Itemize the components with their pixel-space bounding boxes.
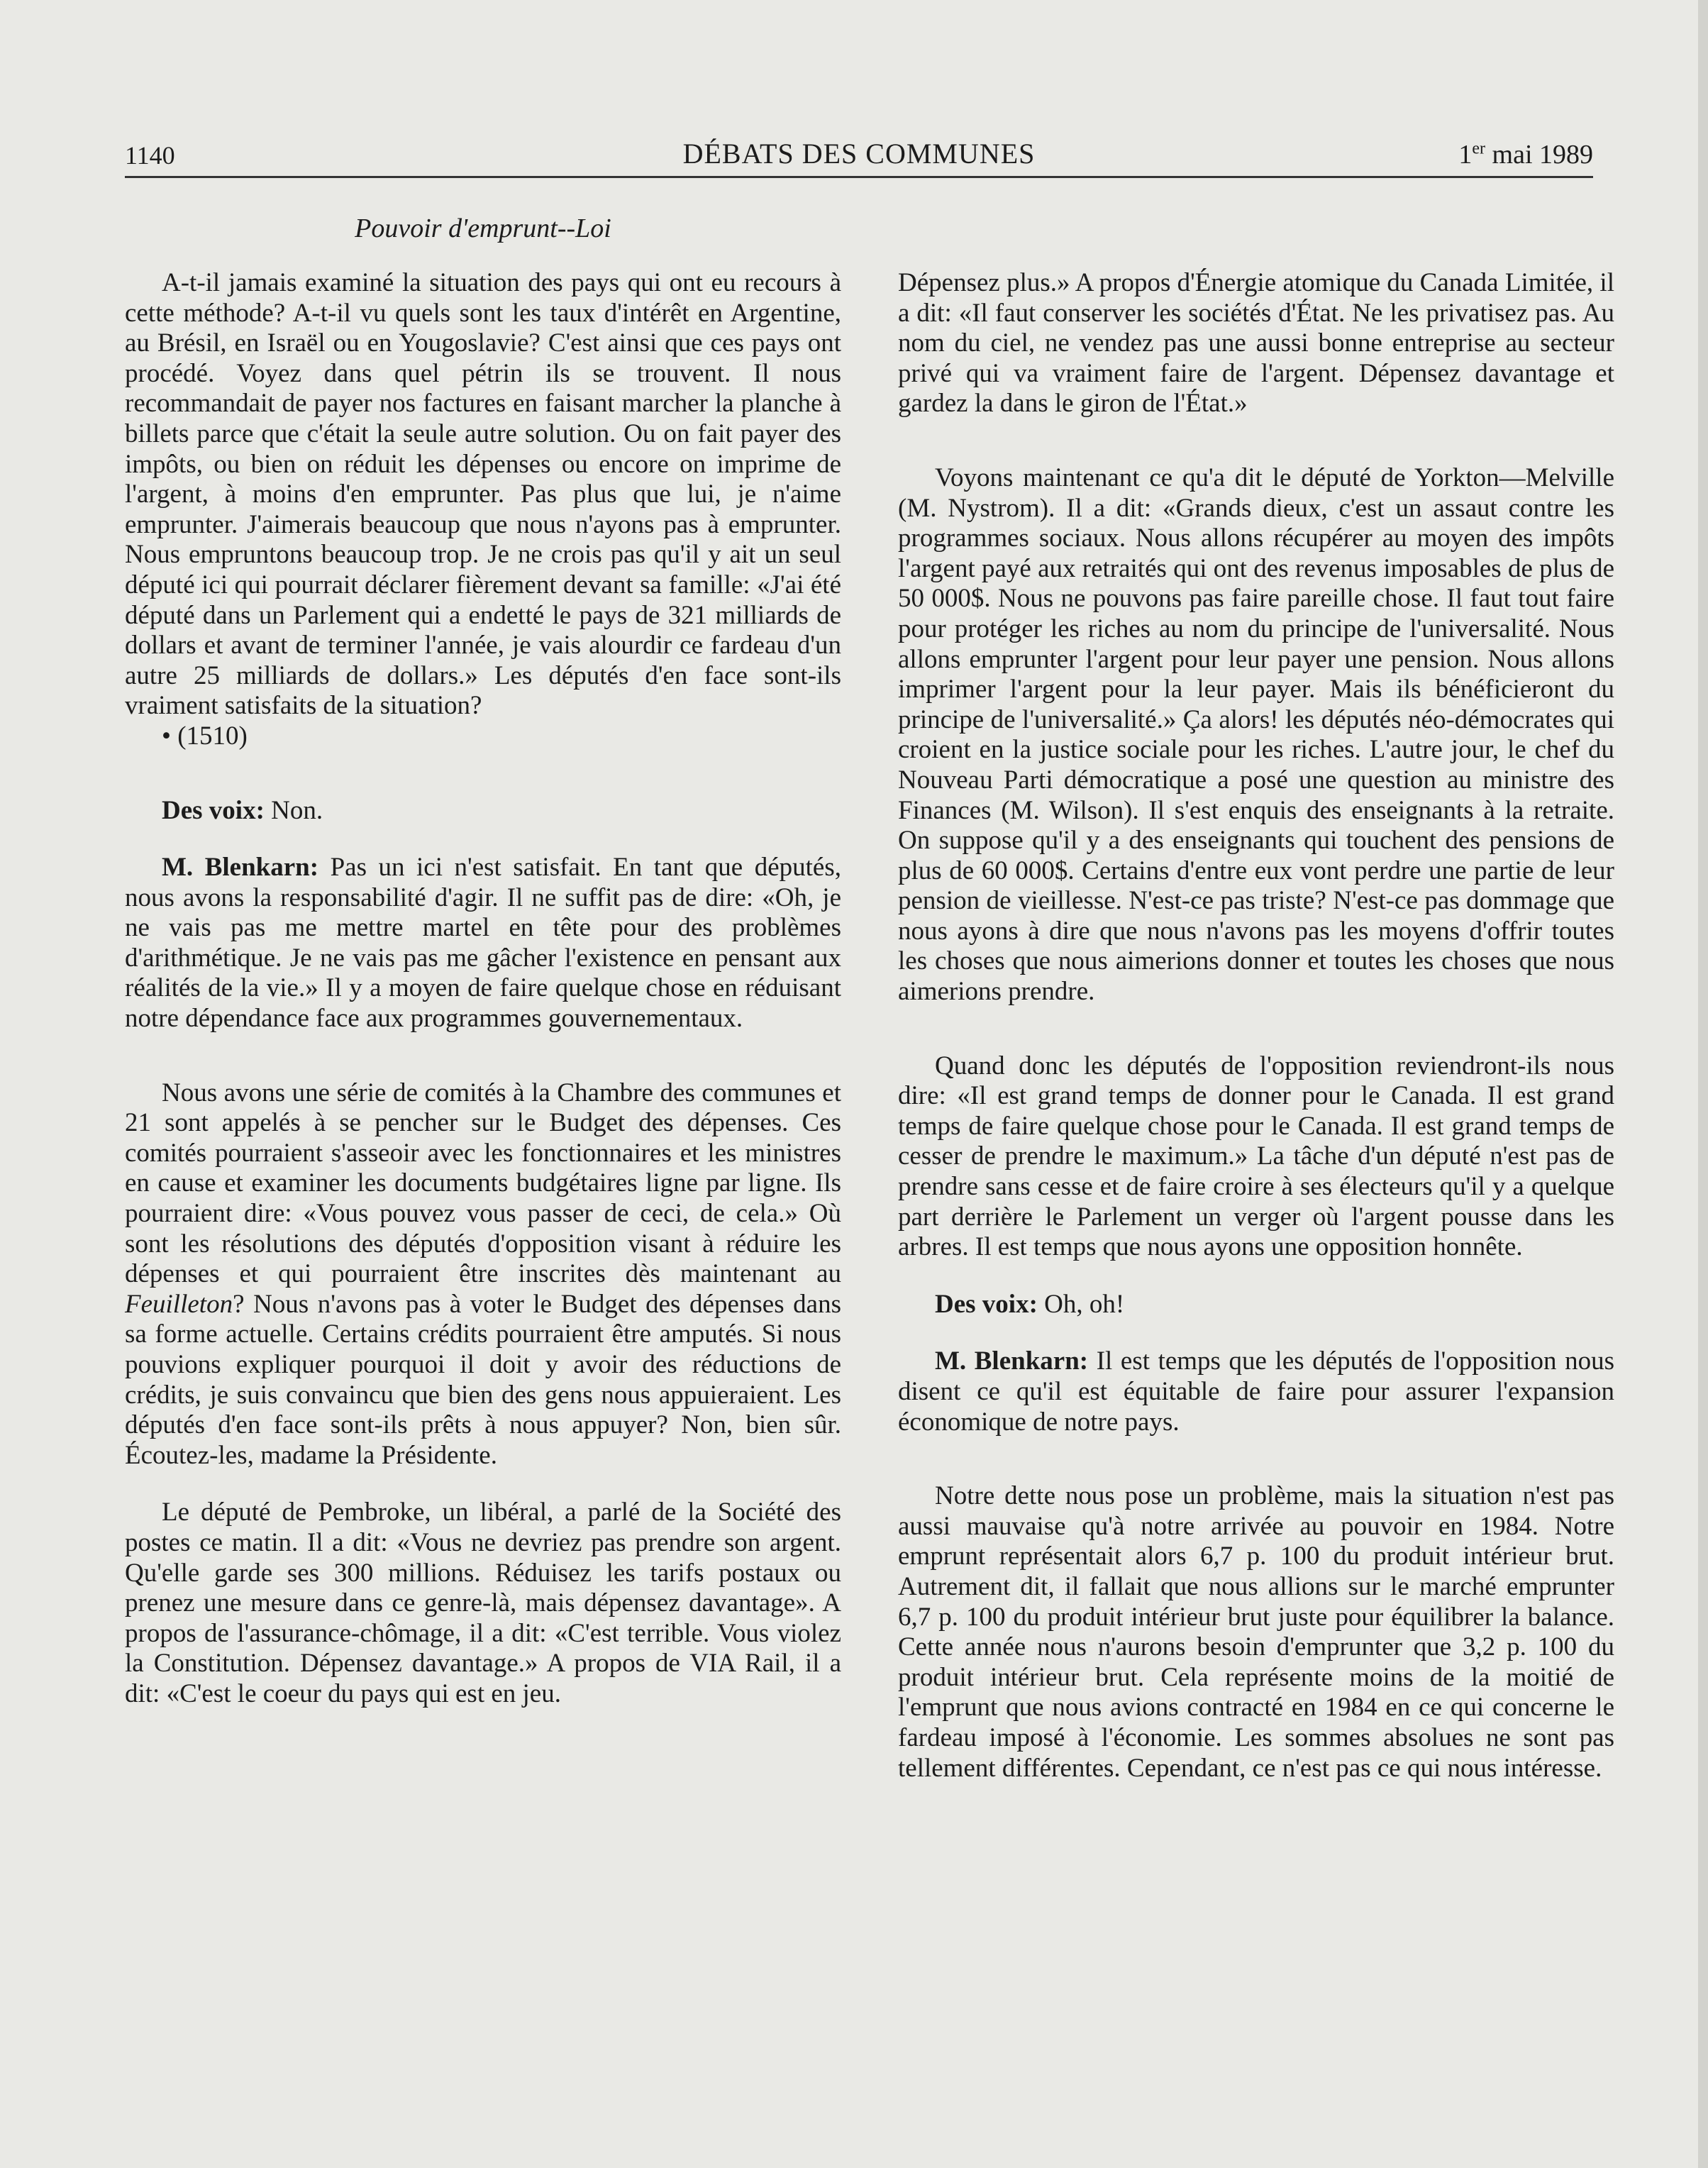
right-column <box>898 268 1614 1783</box>
page-header <box>125 138 1593 178</box>
section-subtitle: Pouvoir d'emprunt--Loi <box>355 214 611 243</box>
date-superscript: er <box>1472 139 1486 158</box>
speech-text: Pas un ici n'est satisfait. En tant que députés, nous avons la responsabilité d'agir. Il ne suffit pas de dire: «Oh, je ne vais pas me mettre martel en tête pour des problèmes d'arithmétique. Je ne vais pas me gâcher l'existence en pensant aux réalités de la vie.» Il y a moyen de faire quelque chose en réduisant notre dépendance face aux programmes gouvernementaux. <box>125 853 842 1034</box>
paragraph-text: Nous avons une série de comités à la Chambre des communes et 21 sont appelés à se pencher sur le Budget des dépenses. Ces comités pourraient s'asseoir avec les fonctionnaires et les ministres en cause et examiner les documents budgétaires ligne par ligne. Ils pourraient dire: «Vous pouvez vous passer de ceci, de cela.» Où sont les résolutions des députés d'opposition visant à réduire les dépenses et qui pourraient être inscrites dès maintenant au <box>125 1078 841 1289</box>
date-rest: mai 1989 <box>1485 140 1593 170</box>
speech-text: Il est temps que les députés de l'opposition nous disent ce qu'il est équitable de faire pour assurer l'expansion économique de notre pays. <box>898 1346 1615 1437</box>
paragraph <box>898 1346 1614 1437</box>
speech-text: Non. <box>264 795 323 825</box>
paragraph-text: ? Nous n'avons pas à voter le Budget des dépenses dans sa forme actuelle. Certains crédits pourraient être amputés. Si nous pouvions expliquer pourquoi il doit y avoir des réductions de crédits, je suis convaincu que bien des gens nous appuieraient. Les députés d'en face sont-ils prêts à nous appuyer? Non, bien sûr. Écoutez-les, madame la Présidente. <box>125 1289 841 1470</box>
date-day: 1 <box>1458 140 1473 170</box>
speech-text: Oh, oh! <box>1037 1289 1125 1319</box>
page-edge <box>1698 0 1708 2168</box>
paragraph <box>125 853 841 1034</box>
paragraph: Notre dette nous pose un problème, mais la situation n'est pas aussi mauvaise qu'à notre arrivée au pouvoir en 1984. Notre emprunt représentait alors 6,7 p. 100 du produit intérieur brut. Autrement dit, il fallait que nous allions sur le marché emprunter 6,7 p. 100 du produit intérieur brut juste pour équilibrer la balance. Cette année nous n'aurons besoin d'emprunter que 3,2 p. 100 du produit intérieur brut. Cela représente moins de la moitié de l'emprunt que nous avions contracté en 1984 en ce qui concerne le fardeau imposé à l'économie. Les sommes absolues ne sont pas tellement différentes. Cependant, ce n'est pas ce qui nous intéresse. <box>898 1481 1614 1783</box>
speaker-label: Des voix: <box>935 1289 1038 1319</box>
speaker-label: M. Blenkarn: <box>162 853 319 883</box>
speaker-label: Des voix: <box>162 795 265 825</box>
paragraph: A-t-il jamais examiné la situation des pays qui ont eu recours à cette méthode? A-t-il vu quels sont les taux d'intérêt en Argentine, au Brésil, en Israël ou en Yougoslavie? C'est ainsi que ces pays ont procédé. Voyez dans quel pétrin ils se trouvent. Il nous recommandait de payer nos factures en faisant marcher la planche à billets parce que c'était la seule autre solution. Ou on fait payer des impôts, ou bien on réduit les dépenses ou encore on imprime de l'argent, à moins d'en emprunter. Pas plus que lui, je n'aime emprunter. J'aimerais beaucoup que nous n'ayons pas à emprunter. Nous empruntons beaucoup trop. Je ne crois pas qu'il y ait un seul député ici qui pourrait déclarer fièrement devant sa famille: «J'ai été député dans un Parlement qui a endetté le pays de 321 milliards de dollars et avant de terminer l'année, je vais alourdir ce fardeau d'un autre 25 milliards de dollars.» Les députés d'en face sont-ils vraiment satisfaits de la situation? <box>125 268 841 721</box>
publication-title: DÉBATS DES COMMUNES <box>682 138 1036 170</box>
page-date <box>1458 139 1593 170</box>
time-marker: • (1510) <box>162 721 248 751</box>
paragraph <box>898 1290 1614 1320</box>
paragraph <box>125 796 841 826</box>
paragraph: Le député de Pembroke, un libéral, a parlé de la Société des postes ce matin. Il a dit: «Vous ne devriez pas prendre son argent. Qu'elle garde ses 300 millions. Réduisez les tarifs postaux ou prenez une mesure dans ce genre-là, mais dépensez davantage». A propos de l'assurance-chômage, il a dit: «C'est terrible. Vous violez la Constitution. Dépensez davantage.» A propos de VIA Rail, il a dit: «C'est le coeur du pays qui est en jeu. <box>125 1498 841 1708</box>
speaker-label: M. Blenkarn: <box>935 1346 1089 1376</box>
italic-title: Feuilleton <box>125 1289 233 1319</box>
paragraph: Quand donc les députés de l'opposition reviendront-ils nous dire: «Il est grand temps de donner pour le Canada. Il est grand temps de faire quelque chose pour le Canada. Il est grand temps de cesser de prendre le maximum.» La tâche d'un député n'est pas de prendre sans cesse et de faire croire à ses électeurs qu'il y a quelque part derrière le Parlement un verger où l'argent pousse dans les arbres. Il est temps que nous ayons une opposition honnête. <box>898 1051 1614 1262</box>
paragraph <box>125 1078 841 1471</box>
left-column <box>125 268 841 1710</box>
page-number: 1140 <box>125 141 175 170</box>
paragraph: Voyons maintenant ce qu'a dit le député de Yorkton—Melville (M. Nystrom). Il a dit: «Grands dieux, c'est un assaut contre les programmes sociaux. Nous allons récupérer au moyen des impôts l'argent payé aux retraités qui ont des revenus imposables de plus de 50 000$. Nous ne pouvons pas faire pareille chose. Il faut tout faire pour protéger les riches au nom du principe de l'universalité. Nous allons emprunter l'argent pour leur payer une pension. Nous allons imprimer l'argent pour la leur payer. Mais ils bénéficieront du principe de l'universalité.» Ça alors! les députés néo-démocrates qui croient en la justice sociale pour les riches. L'autre jour, le chef du Nouveau Parti démocratique a posé une question au ministre des Finances (M. Wilson). Il s'est enquis des enseignants à la retraite. On suppose qu'il y a des enseignants qui touchent des pensions de plus de 60 000$. Certains d'entre eux vont perdre une partie de leur pension de vieillesse. N'est-ce pas triste? N'est-ce pas dommage que nous ayons à dire que nous n'avons pas les moyens d'offrir toutes les choses que nous aimerions donner et toutes les choses que nous aimerions prendre. <box>898 463 1614 1007</box>
paragraph: Dépensez plus.» A propos d'Énergie atomique du Canada Limitée, il a dit: «Il faut conserver les sociétés d'État. Ne les privatisez pas. Au nom du ciel, ne vendez pas une aussi bonne entreprise au secteur privé qui va vraiment faire de l'argent. Dépensez davantage et gardez la dans le giron de l'État.» <box>898 268 1614 419</box>
